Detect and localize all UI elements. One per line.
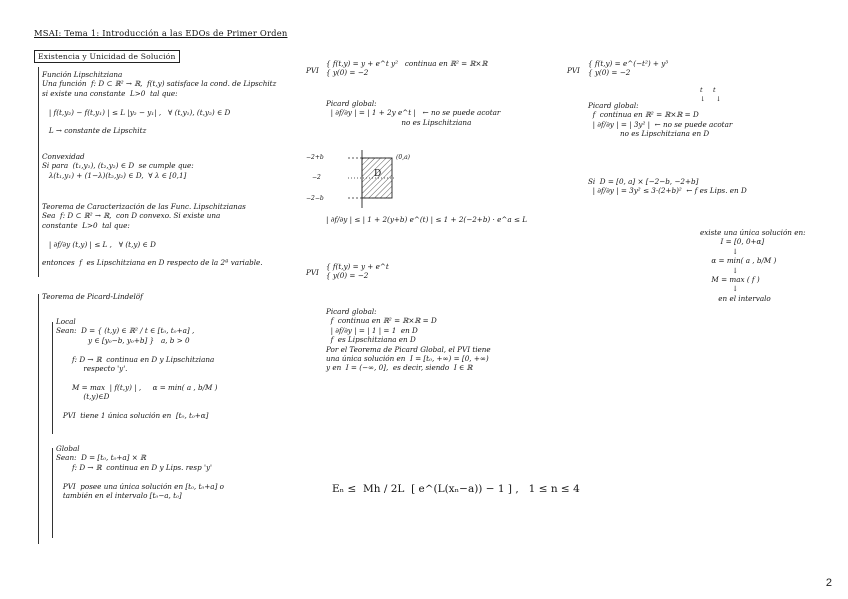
pvi3-label: PVI — [567, 66, 580, 75]
pvi1-system: { f(t,y) = y + e^t y² continua en ℝ² = ℝ×ℝ { y(0) = −2 — [326, 59, 488, 78]
pvi2-body: Picard global: f continua en ℝ² = ℝ×ℝ = D | ∂f/∂y | = | 1 | = 1 en D f es Lipschitziana en D Por el Teorema de Picard Global, el PVI tiene una única solución en I = [t₀, +∞) = [0, +∞) y en I = (−∞, 0], es decir, siendo I ∈ ℝ — [326, 307, 491, 373]
section-heading: Existencia y Unicidad de Solución — [34, 50, 180, 63]
pvi3-picard: Picard global: f continua en ℝ² = ℝ×ℝ = D | ∂f/∂y | = | 3y² | ← no se puede acotar no es Lipschitziana en D — [588, 101, 733, 139]
picard-bracket — [38, 294, 39, 544]
pvi3-marks: t t ↓ ↓ — [700, 86, 722, 104]
picard-global-bracket — [52, 448, 53, 538]
sketch-label-d: D — [374, 169, 382, 179]
sketch-label-a: (0,a) — [396, 154, 410, 161]
error-formula: Eₙ ≤ Mh / 2L [ e^(L(xₙ−a)) − 1 ] , 1 ≤ n ≤ 4 — [332, 483, 580, 495]
pvi2-system: { f(t,y) = y + e^t { y(0) = −2 — [326, 262, 389, 281]
picard-theorem-title: Teorema de Picard-Lindelöf — [42, 292, 143, 301]
pvi1-bound: | ∂f/∂y | ≤ | 1 + 2(y+b) e^(t) | ≤ 1 + 2(−2+b) · e^a ≤ L — [326, 215, 528, 224]
pvi3-system: { f(t,y) = e^(−t²) + y³ { y(0) = −2 — [588, 59, 669, 78]
sketch-label-top: −2+b — [306, 154, 324, 161]
picard-local-bracket — [52, 322, 53, 434]
sketch-label-mid: −2 — [312, 174, 321, 181]
pvi1-picard: Picard global: | ∂f/∂y | = | 1 + 2y e^t | ← no se puede acotar no es Lipschitziana — [326, 99, 501, 127]
sketch-label-bottom: −2−b — [306, 195, 324, 202]
pvi1-domain-sketch — [326, 150, 436, 210]
picard-local: Local Sean: D = { (t,y) ∈ ℝ² / t ∈ [t₀, t₀+a] , y ∈ [y₀−b, y₀+b] } a, b > 0 f: D → ℝ continua en D y Lipschitziana respecto 'y'. M = max | f(t,y) | , α = min( a , b/M ) (t,y)∈D PVI tiene 1 única solución en [t₀, t₀+α] — [56, 317, 218, 421]
pvi2-label: PVI — [306, 268, 319, 277]
lipschitz-definition: Función Lipschitziana Una función f: D ⊂ ℝ² → ℝ, f(t,y) satisface la cond. de Lipschitz si existe una constante L>0 tal que: | f(t,y₂) − f(t,y₁) | ≤ L |y₂ − y₁| , ∀ (t,y₁), (t,y₂) ∈ D L → constante de Lipschitz — [42, 70, 277, 136]
characterization-theorem: Teorema de Caracterización de las Func. Lipschitzianas Sea f: D ⊂ ℝ² → ℝ, con D convexo. Si existe una constante L>0 tal que: | ∂f/∂y (t,y) | ≤ L , ∀ (t,y) ∈ D entonces f es Lipschitziana en D respecto de la 2ª variable. — [42, 202, 263, 268]
convexity-definition: Convexidad Si para (t₁,y₁), (t₂,y₂) ∈ D se cumple que: λ(t₁,y₁) + (1−λ)(t₂,y₂) ∈ D, ∀ λ ∈ [0,1] — [42, 152, 194, 180]
pvi3-local: Si D = [0, a] × [−2−b, −2+b] | ∂f/∂y | = 3y² ≤ 3·(2+b)² ← f es Lips. en D — [588, 177, 747, 196]
pvi1-label: PVI — [306, 66, 319, 75]
page-number: 2 — [825, 577, 832, 589]
picard-global: Global Sean: D = [t₀, t₀+a] × ℝ f: D → ℝ continua en D y Lips. resp 'y' PVI posee una única solución en [t₀, t₀+a] o también en el intervalo [t₀−a, t₀] — [56, 444, 224, 501]
section-bracket — [38, 67, 39, 277]
pvi3-steps: existe una única solución en: I = [0, 0+α] ↓ α = min( a , b/M ) ↓ M = max ( f ) ↓ en el intervalo — [700, 228, 806, 303]
page-title: MSAI: Tema 1: Introducción a las EDOs de Primer Orden — [34, 28, 288, 38]
